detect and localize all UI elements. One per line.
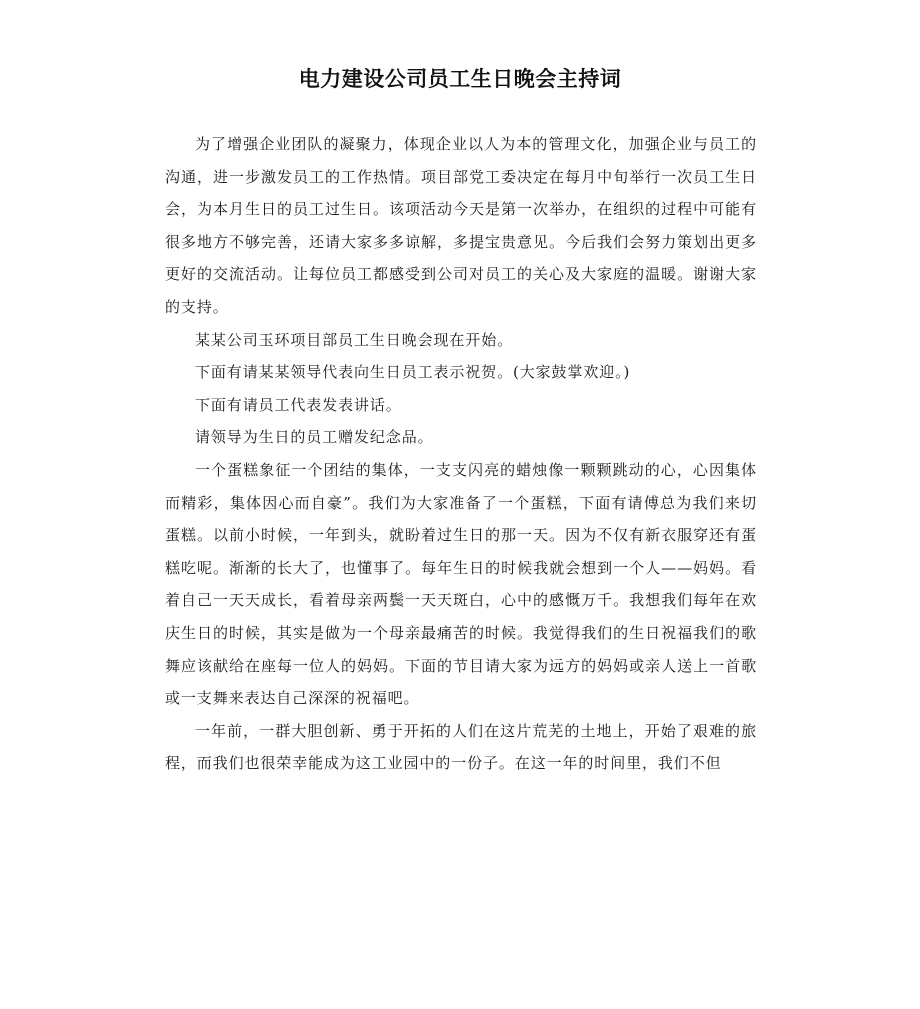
paragraph-cake: 一个蛋糕象征一个团结的集体，一支支闪亮的蜡烛像一颗颗跳动的心，心因集体而精彩，集体因心而自豪”。我们为大家准备了一个蛋糕，下面有请傅总为我们来切蛋糕。以前小时候，一年到头，就盼着过生日的那一天。因为不仅有新衣服穿还有蛋糕吃呢。渐渐的长大了，也懂事了。每年生日的时候我就会想到一个人——妈妈。看着自己一天天成长，看着母亲两鬓一天天斑白，心中的感慨万千。我想我们每年在欢庆生日的时候，其实是做为一个母亲最痛苦的时候。我觉得我们的生日祝福我们的歌舞应该献给在座每一位人的妈妈。下面的节目请大家为远方的妈妈或亲人送上一首歌或一支舞来表达自己深深的祝福吧。: [165, 460, 757, 708]
paragraph-intro: 为了增强企业团队的凝聚力，体现企业以人为本的管理文化，加强企业与员工的沟通，进一步激发员工的工作热情。项目部党工委决定在每月中旬举行一次员工生日会，为本月生日的员工过生日。该项活动今天是第一次举办，在组织的过程中可能有很多地方不够完善，还请大家多多谅解，多提宝贵意见。今后我们会努力策划出更多更好的交流活动。让每位员工都感受到公司对员工的关心及大家庭的温暖。谢谢大家的支持。: [165, 135, 757, 316]
paragraph-gifts: 请领导为生日的员工赠发纪念品。: [195, 428, 434, 447]
paragraph-opening: 某某公司玉环项目部员工生日晚会现在开始。: [195, 330, 514, 349]
document-body: [165, 128, 757, 780]
document-title: 电力建设公司员工生日晚会主持词: [298, 67, 622, 91]
paragraph-employee-speech: 下面有请员工代表发表讲话。: [195, 395, 402, 414]
paragraph-one-year-ago: 一年前，一群大胆创新、勇于开拓的人们在这片荒芜的土地上，开始了艰难的旅程，而我们也很荣幸能成为这工业园中的一份子。在这一年的时间里，我们不但: [165, 721, 757, 773]
paragraph-leader-greeting: 下面有请某某领导代表向生日员工表示祝贺。(大家鼓掌欢迎。): [195, 363, 631, 382]
